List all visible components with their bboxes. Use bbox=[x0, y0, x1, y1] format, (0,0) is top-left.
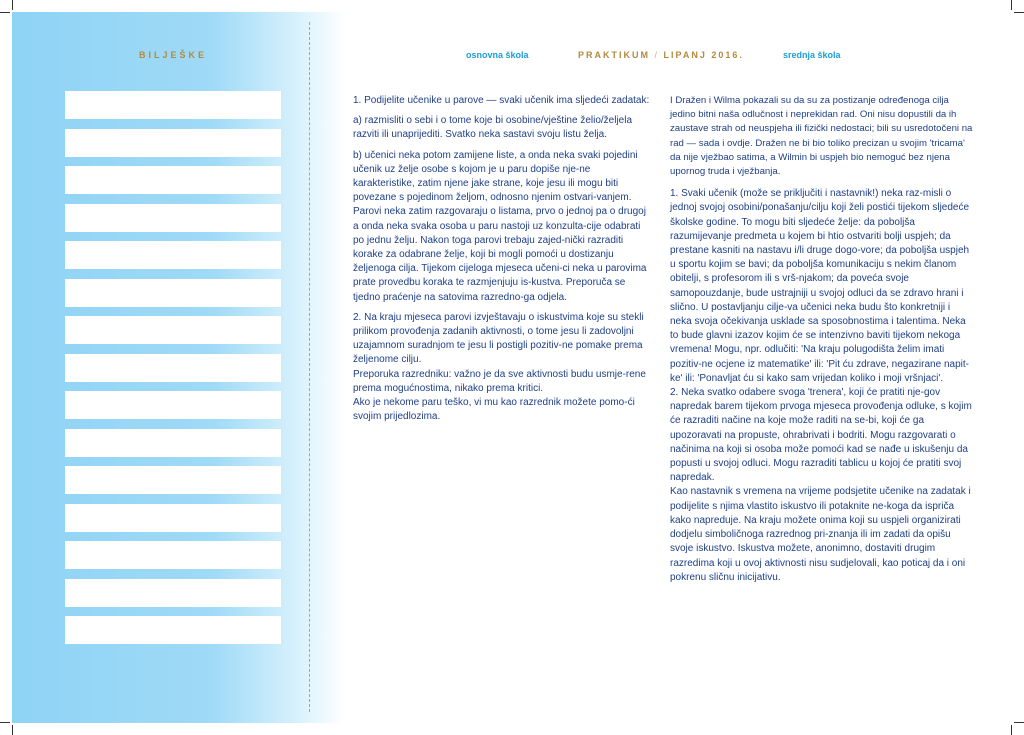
note-line[interactable] bbox=[65, 166, 281, 194]
note-line[interactable] bbox=[65, 391, 281, 419]
notes-panel bbox=[12, 12, 345, 723]
note-line[interactable] bbox=[65, 91, 281, 119]
publication-name: PRAKTIKUM bbox=[578, 50, 650, 60]
header-separator: / bbox=[650, 50, 664, 60]
note-line[interactable] bbox=[65, 429, 281, 457]
paragraph: Parovi neka zatim razgovaraju o listama, prvo o jednoj pa o drugoj a onda neka svaka osoba u paru nastoji uz konzulta-cije odabrati po jednu želju. Nakon toga parovi trebaju zajed-nički razraditi korake za odabrane želje, koji bi mogli pomoći u dostizanju željenoga cilja. Tijekom cijeloga mjeseca učeni-ci neka u parovima prate provedbu koraka te razmjenjuju is-kustva. Preporuča se tjedno praćenje na satovima razredno-ga odjela. bbox=[353, 206, 647, 303]
fold-line bbox=[309, 22, 310, 712]
crop-mark bbox=[1014, 12, 1024, 13]
paragraph: 2. Neka svatko odabere svoga 'trenera', koji će pratiti nje-gov napredak barem tijekom prvoga mjeseca provođenja odluke, s kojim će razraditi načine na koje može raditi na se-bi, koji će ga upozoravati na propuste, ohrabrivati i bodriti. Mogu razgovarati o načinima na koji si osoba može pomoći kad se nađe u iskušenju da popusti u svojoj odluci. Mogu razraditi tablicu u kojoj će pratiti svoj napredak. bbox=[670, 387, 972, 484]
note-line[interactable] bbox=[65, 279, 281, 307]
right-text-column bbox=[670, 94, 973, 585]
paragraph: Kao nastavnik s vremena na vrijeme podsjetite učenike na zadatak i podijelite s njima vlastito iskustvo ili potaknite ne-koga da ispriča kako napreduje. Na kraju možete onima koji su uspjeli organizirati dodjelu simboličnoga razrednog pri-znanja ili im zadati da opišu svoje iskustvo. Iskustva možete, anonimno, dostaviti drugim razredima koji u ovoj aktivnosti nisu sudjelovali, kao poticaj da i oni pokrenu sličnu inicijativu. bbox=[670, 486, 971, 583]
note-line[interactable] bbox=[65, 241, 281, 269]
crop-mark bbox=[0, 722, 10, 723]
note-lines bbox=[65, 91, 281, 654]
note-line[interactable] bbox=[65, 466, 281, 494]
paragraph: a) razmisliti o sebi i o tome koje bi osobine/vještine želio/željela razviti ili unaprijediti. Svatko neka sastavi svoju listu želja. bbox=[353, 115, 633, 141]
publication-issue: LIPANJ 2016. bbox=[663, 50, 744, 60]
crop-mark bbox=[12, 0, 13, 10]
paragraph: Preporuka razredniku: važno je da sve aktivnosti budu usmje-rene prema mogućnostima, nikako prema kritici. bbox=[353, 368, 646, 394]
header-publication bbox=[578, 50, 744, 60]
crop-mark bbox=[0, 12, 10, 13]
paragraph: Ako je nekome paru teško, vi mu kao razrednik možete pomo-ći svojim prijedlozima. bbox=[353, 397, 635, 423]
note-line[interactable] bbox=[65, 541, 281, 569]
crop-mark bbox=[12, 725, 13, 735]
header-primary-school: osnovna škola bbox=[466, 50, 529, 60]
notes-title: BILJEŠKE bbox=[139, 50, 208, 60]
crop-mark bbox=[1014, 722, 1024, 723]
note-line[interactable] bbox=[65, 504, 281, 532]
note-line[interactable] bbox=[65, 354, 281, 382]
paragraph: b) učenici neka potom zamijene liste, a onda neka svaki pojedini učenik uz želje osobe s kojom je u paru dopiše nje-ne karakteristike, zatim njene jake strane, koje jesu ili mogu biti povezane s pojedinom željom, odnosno njenim ostvari-vanjem. bbox=[353, 149, 638, 204]
paragraph: 1. Svaki učenik (može se priključiti i nastavnik!) neka raz-misli o jednoj svojoj osobini/ponašanju/cilju koji želi postići tijekom sljedeće školske godine. To mogu biti sljedeće želje: da poboljša razumijevanje predmeta u kojem bi htio ostvariti bolji uspjeh; da prestane kasniti na nastavu i/li druge dogo-vore; da poboljša uspjeh u sportu kojim se bavi; da poboljša komunikaciju s nekim članom obitelji, s profesorom ili s vrš-njakom; da poveća svoje samopouzdanje, bude ustrajniji u svojoj odluci da se zdravo hrani i slično. U postavljanju cilje-va učenici neka budu što konkretniji i neka svoja očekivanja usklade sa sposobnostima i talentima. Neka to bude glavni izazov kojim će se intenzivno baviti tijekom nekoga vremena! Mogu, npr. odlučiti: 'Na kraju polugodišta želim imati pozitiv-ne ocjene iz matematike' ili: 'Pit ću zdrave, negazirane napit-ke' ili: 'Ponavljat ću si kako sam vrijedan koliko i moji vršnjaci'. bbox=[670, 188, 970, 384]
note-line[interactable] bbox=[65, 579, 281, 607]
header-secondary-school: srednja škola bbox=[783, 50, 841, 60]
note-line[interactable] bbox=[65, 204, 281, 232]
intro-paragraph: I Dražen i Wilma pokazali su da su za postizanje određenoga cilja jedino bitni naša odlučnost i neprekidan rad. Oni nisu dopustili da ih zaustave strah od neuspjeha ili fizički nedostaci; bili su usredotočeni na rad — sada i ovdje. Dražen ne bi bio toliko precizan u svojim 'tricama' da nije vježbao satima, a Wilmin bi uspjeh bio nemoguć bez njena upornog truda i vježbanja. bbox=[670, 95, 973, 178]
note-line[interactable] bbox=[65, 616, 281, 644]
note-line[interactable] bbox=[65, 129, 281, 157]
middle-text-column bbox=[353, 94, 653, 424]
crop-mark bbox=[1011, 725, 1012, 735]
crop-mark bbox=[1011, 0, 1012, 10]
paragraph: 1. Podijelite učenike u parove — svaki učenik ima sljedeći zadatak: bbox=[353, 95, 650, 106]
paragraph: 2. Na kraju mjeseca parovi izvještavaju o iskustvima koje su stekli prilikom provođenja zadanih aktivnosti, o tome jesu li zadovoljni uzajamnom suradnjom te jesu li postigli pozitiv-ne pomake prema željenome cilju. bbox=[353, 311, 644, 366]
note-line[interactable] bbox=[65, 316, 281, 344]
